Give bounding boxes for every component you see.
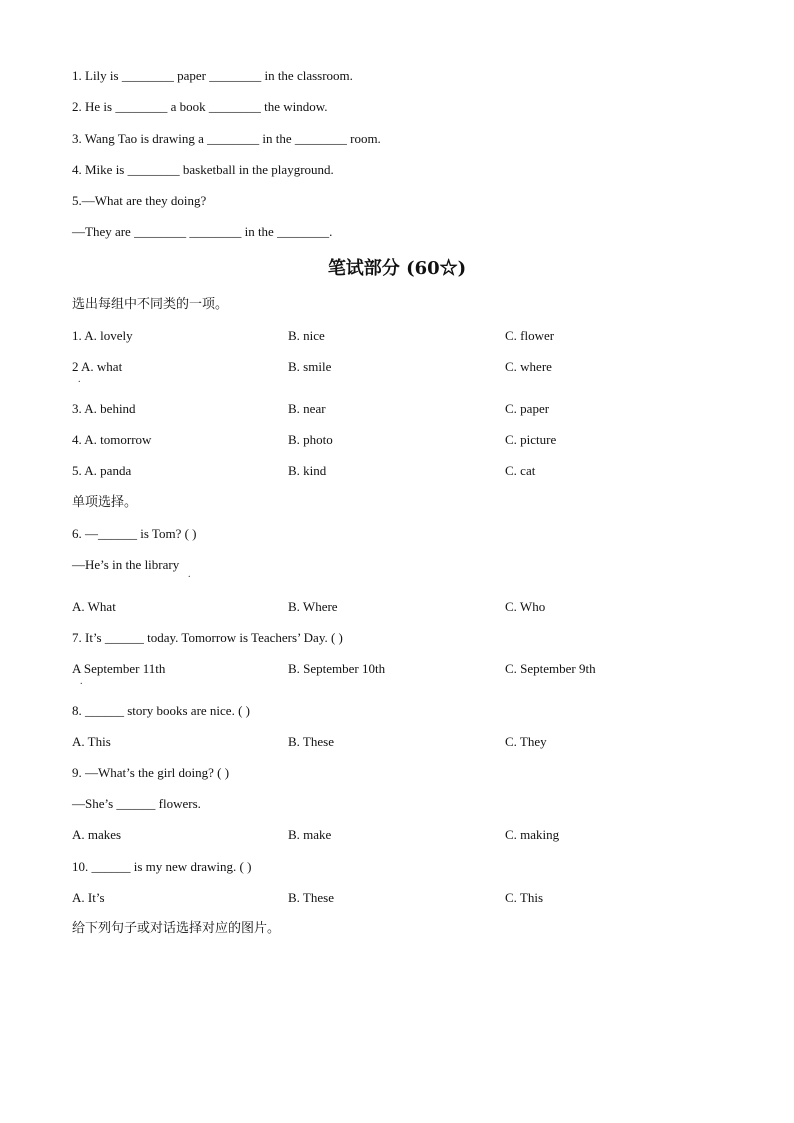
dialogue-answer: —He’s in the library bbox=[72, 557, 180, 572]
option-c: C. Who bbox=[505, 599, 546, 614]
fill-blank-1: 1. Lily is ________ paper ________ in the classroom. bbox=[72, 68, 353, 83]
option-b: B. nice bbox=[288, 328, 325, 343]
option-a: 2 A. what bbox=[72, 359, 123, 374]
part2-instruction: 单项选择。 bbox=[72, 495, 138, 510]
option-a: A. makes bbox=[72, 827, 122, 842]
option-b: B. make bbox=[288, 827, 332, 842]
option-b: B. smile bbox=[288, 359, 332, 374]
option-c: C. This bbox=[505, 890, 544, 905]
option-c: C. cat bbox=[505, 463, 536, 478]
fill-blank-2: 2. He is ________ a book ________ the window. bbox=[72, 99, 328, 114]
fill-blank-4: 4. Mike is ________ basketball in the playground. bbox=[72, 162, 334, 177]
option-b: B. These bbox=[288, 890, 334, 905]
option-b: B. Where bbox=[288, 599, 338, 614]
fill-blank-5-question: 5.—What are they doing? bbox=[72, 193, 207, 208]
option-a: A. It’s bbox=[72, 890, 105, 905]
stray-dot-mark: . bbox=[78, 374, 81, 385]
part1-instruction: 选出每组中不同类的一项。 bbox=[72, 297, 229, 312]
option-c: C. They bbox=[505, 734, 547, 749]
option-b: B. kind bbox=[288, 463, 327, 478]
part3-instruction: 给下列句子或对话选择对应的图片。 bbox=[72, 921, 281, 936]
question-text: 10. ______ is my new drawing. ( ) bbox=[72, 859, 252, 874]
option-b: B. near bbox=[288, 401, 326, 416]
question-text: 8. ______ story books are nice. ( ) bbox=[72, 703, 250, 718]
option-a: 4. A. tomorrow bbox=[72, 432, 152, 447]
option-c: C. flower bbox=[505, 328, 555, 343]
option-c: C. where bbox=[505, 359, 552, 374]
option-a: A. This bbox=[72, 734, 111, 749]
option-a: A September 11th bbox=[72, 661, 166, 676]
question-text: 7. It’s ______ today. Tomorrow is Teachers’ Day. ( ) bbox=[72, 630, 343, 645]
stray-dot-mark: . bbox=[80, 676, 83, 687]
option-c: C. paper bbox=[505, 401, 550, 416]
option-b: B. These bbox=[288, 734, 334, 749]
fill-blank-3: 3. Wang Tao is drawing a ________ in the ________ room. bbox=[72, 131, 381, 146]
question-text: 6. —______ is Tom? ( ) bbox=[72, 526, 197, 541]
dialogue-answer: —She’s ______ flowers. bbox=[72, 796, 201, 811]
section-title: 笔试部分 (60☆) bbox=[327, 258, 467, 279]
option-b: B. September 10th bbox=[288, 661, 386, 676]
option-a: 3. A. behind bbox=[72, 401, 136, 416]
option-b: B. photo bbox=[288, 432, 333, 447]
option-c: C. September 9th bbox=[505, 661, 596, 676]
option-c: C. picture bbox=[505, 432, 557, 447]
option-a: 1. A. lovely bbox=[72, 328, 133, 343]
question-text: 9. —What’s the girl doing? ( ) bbox=[72, 765, 230, 780]
option-c: C. making bbox=[505, 827, 560, 842]
fill-blank-5-answer: —They are ________ ________ in the ________. bbox=[72, 224, 333, 239]
option-a: 5. A. panda bbox=[72, 463, 132, 478]
option-a: A. What bbox=[72, 599, 116, 614]
stray-dot-mark: . bbox=[188, 569, 191, 580]
